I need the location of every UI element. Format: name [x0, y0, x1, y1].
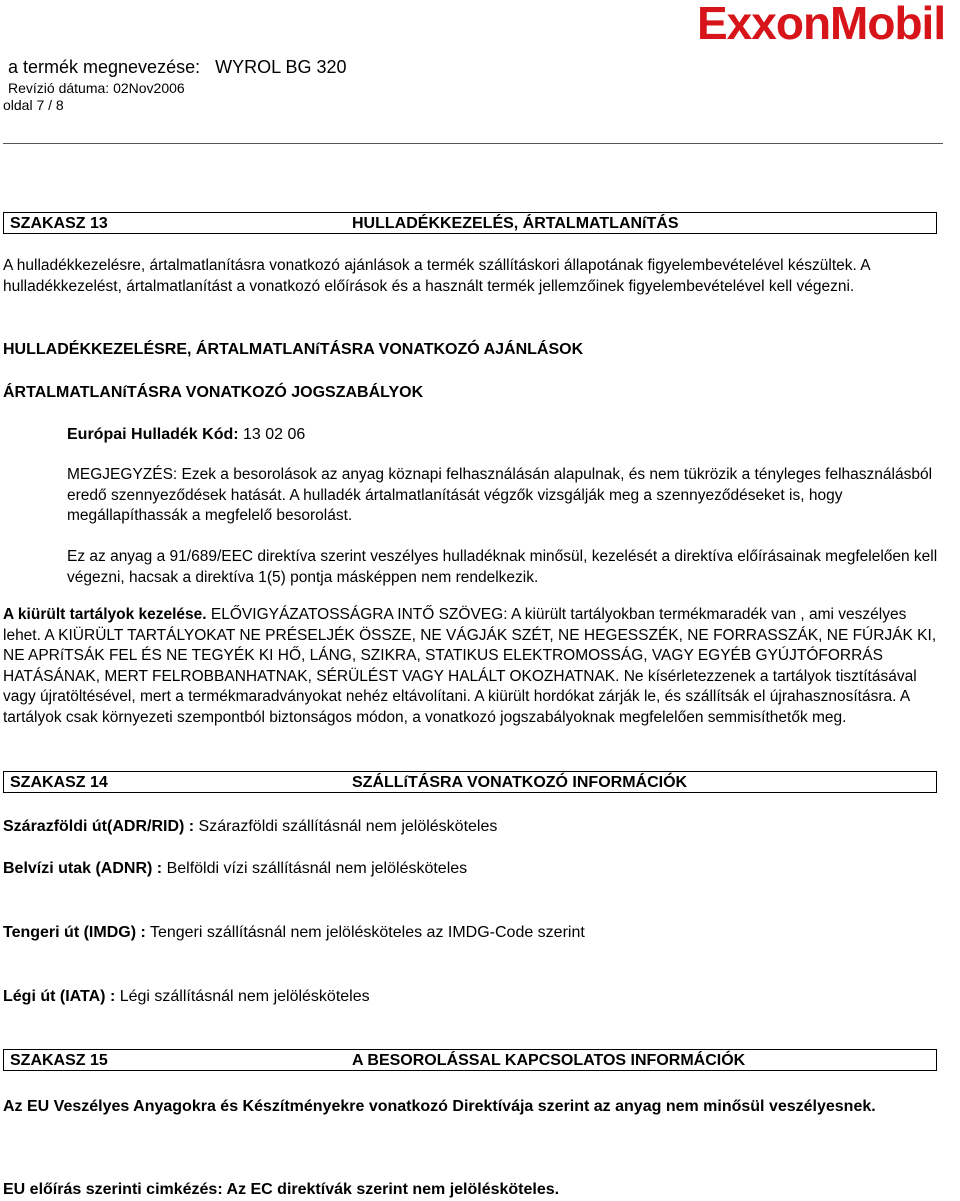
section-number: SZAKASZ 14 [10, 774, 108, 791]
section-number: SZAKASZ 15 [10, 1052, 108, 1069]
transport-road [3, 818, 497, 836]
road-label: Szárazföldi út(ADR/RID) : [3, 818, 195, 835]
revision-date: 02Nov2006 [113, 80, 185, 96]
ewc-code [67, 426, 305, 444]
disposal-intro: A hulladékkezelésre, ártalmatlanításra vonatkozó ajánlások a termék szállításkori állapotának figyelembevételével készültek. A hulladékkezelést, ártalmatlanítást a vonatkozó előírások és a használt termék jellemzőinek figyelembevételével kell végezni. [3, 257, 870, 295]
eu-labelling-statement: EU előírás szerinti cimkézés: Az EC direktívák szerint nem jelölésköteles. [3, 1181, 560, 1198]
exxonmobil-logo: ExxonMobil [697, 0, 946, 49]
empty-container-text: ELŐVIGYÁZATOSSÁGRA INTŐ SZÖVEG: A kiürült tartályokban termékmaradék van , ami veszélyes lehet. A KIÜRÜLT TARTÁLYOKAT NE PRÉSELJÉK ÖSSZE, NE VÁGJÁK SZÉT, NE HEGESSZÉK, NE FORRASSZÁK, NE FÚRJÁK KI, NE APRíTSÁK FEL ÉS NE TEGYÉK KI HŐ, LÁNG, SZIKRA, STATIKUS ELEKTROMOSSÁG, VAGY EGYÉB GYÚJTÓFORRÁS HATÁSÁNAK, MERT FELROBBANHATNAK, SÉRÜLÉST VAGY HALÁLT OKOZHATNAK. Ne kísérletezzenek a tartályok tisztításával vagy újratöltésével, mert a termékmaradványokat nehéz eltávolítani. A kiürült hordókat zárják le, és szállítsák el újrahasznosításra. A tartályok csak környezeti szempontból biztonságos módon, a vonatkozó jogszabályoknak megfelelően semmisíthetők meg. [3, 606, 937, 726]
header-divider [3, 143, 943, 144]
ewc-value: 13 02 06 [243, 426, 306, 443]
transport-air [3, 988, 370, 1006]
transport-sea [3, 924, 585, 942]
product-label: a termék megnevezése: [8, 57, 201, 77]
section-14-header [3, 771, 937, 793]
section-title: SZÁLLíTÁSRA VONATKOZÓ INFORMÁCIÓK [352, 774, 688, 791]
ewc-label: Európai Hulladék Kód: [67, 426, 239, 443]
eu-directive-statement: Az EU Veszélyes Anyagokra és Készítményekre vonatkozó Direktívája szerint az anyag nem minősül veszélyesnek. [3, 1098, 876, 1115]
section-title: HULLADÉKKEZELÉS, ÁRTALMATLANíTÁS [352, 215, 679, 232]
page-info: oldal 7 / 8 [3, 97, 64, 113]
empty-container-label: A kiürült tartályok kezelése. [3, 606, 207, 623]
product-line [8, 57, 347, 78]
section-title: A BESOROLÁSSAL KAPCSOLATOS INFORMÁCIÓK [352, 1052, 746, 1069]
air-label: Légi út (IATA) : [3, 988, 116, 1005]
directive-paragraph: Ez az anyag a 91/689/EEC direktíva szerint veszélyes hulladéknak minősül, kezelését a direktíva előírásainak megfelelően kell végezni, hacsak a direktíva 1(5) pontja másképpen nem rendelkezik. [67, 548, 938, 586]
section-15-header [3, 1049, 937, 1071]
road-value: Szárazföldi szállításnál nem jelölésköteles [194, 818, 498, 835]
sea-label: Tengeri út (IMDG) : [3, 924, 146, 941]
section-13-header [3, 212, 937, 234]
sea-value: Tengeri szállításnál nem jelölésköteles az IMDG-Code szerint [145, 924, 585, 941]
product-name: WYROL BG 320 [215, 57, 347, 77]
inland-label: Belvízi utak (ADNR) : [3, 860, 163, 877]
empty-container-paragraph [3, 605, 948, 728]
disposal-recommendations-heading: HULLADÉKKEZELÉSRE, ÁRTALMATLANíTÁSRA VONATKOZÓ AJÁNLÁSOK [3, 341, 584, 358]
transport-inland [3, 860, 467, 878]
revision-line [8, 80, 185, 96]
inland-value: Belföldi vízi szállításnál nem jelölésköteles [162, 860, 468, 877]
air-value: Légi szállításnál nem jelölésköteles [115, 988, 370, 1005]
disposal-regulations-heading: ÁRTALMATLANíTÁSRA VONATKOZÓ JOGSZABÁLYOK [3, 384, 424, 401]
revision-label: Revízió dátuma: [8, 80, 110, 96]
classification-note: MEGJEGYZÉS: Ezek a besorolások az anyag köznapi felhasználásán alapulnak, és nem tükrözik a tényleges felhasználásból eredő szennyeződések hatását. A hulladék ártalmatlanítását végzők vizsgálják meg a szennyeződéseket is, hogy megállapíthassák a megfelelő besorolást. [67, 466, 933, 524]
section-number: SZAKASZ 13 [10, 215, 108, 232]
